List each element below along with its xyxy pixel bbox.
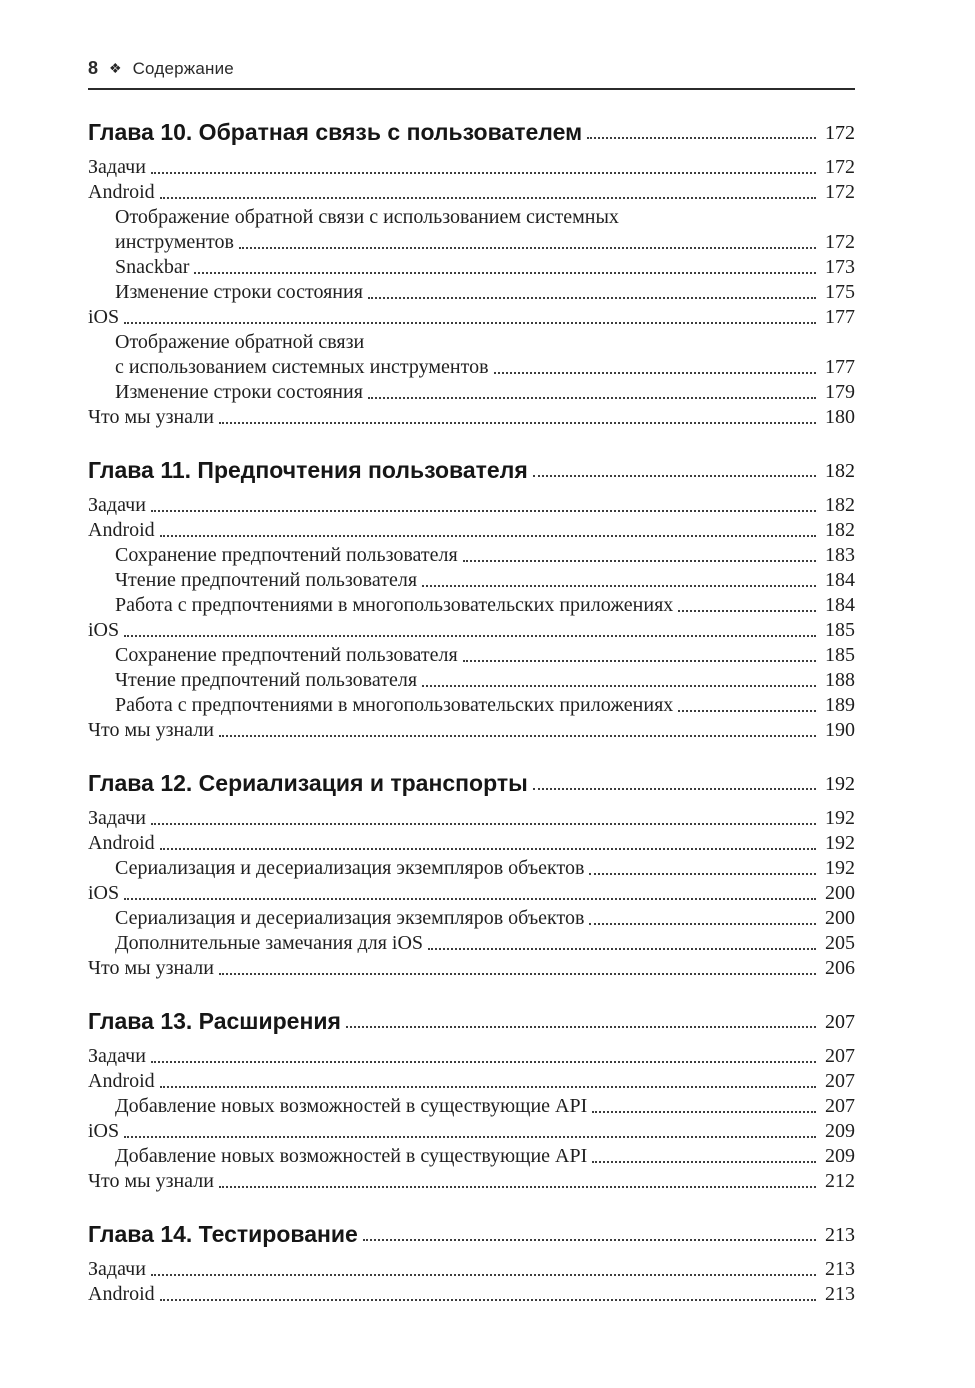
toc-entry-line xyxy=(88,1069,855,1094)
header-title: Содержание xyxy=(132,59,234,78)
toc-entry-line xyxy=(88,380,855,405)
entry-label: Задачи xyxy=(88,807,146,829)
dot-leader xyxy=(151,510,816,512)
entry-label: iOS xyxy=(88,306,120,328)
page-ref: 192 xyxy=(825,857,855,879)
entry-label: Чтение предпочтений пользователя xyxy=(115,669,418,691)
chapter-heading xyxy=(88,1219,855,1249)
page-ref: 209 xyxy=(825,1120,855,1142)
page-ref: 185 xyxy=(825,644,855,666)
dot-leader xyxy=(533,475,816,477)
entry-label: Что мы узнали xyxy=(88,406,214,428)
dot-leader xyxy=(422,685,816,687)
entry-label: Работа с предпочтениями в многопользовательских приложениях xyxy=(115,594,674,616)
chapter-block xyxy=(88,768,855,981)
page-ref: 192 xyxy=(825,807,855,829)
chapter-block xyxy=(88,455,855,743)
page-ref: 213 xyxy=(825,1258,855,1280)
dot-leader xyxy=(363,1239,816,1241)
toc-entry-line xyxy=(88,931,855,956)
page-ref: 185 xyxy=(825,619,855,641)
entry-label: Работа с предпочтениями в многопользовательских приложениях xyxy=(115,694,674,716)
page-ref: 206 xyxy=(825,957,855,979)
page-ref: 184 xyxy=(825,569,855,591)
page-ref: 173 xyxy=(825,256,855,278)
dot-leader xyxy=(592,1111,816,1113)
page-ref: 207 xyxy=(825,1095,855,1117)
page-number: 8 xyxy=(88,58,99,78)
dot-leader xyxy=(463,660,816,662)
chapter-title: Глава 13. Расширения xyxy=(88,1008,341,1034)
entry-label: Snackbar xyxy=(115,256,190,278)
page-header xyxy=(88,58,855,90)
dot-leader xyxy=(124,322,816,324)
page-ref: 182 xyxy=(825,494,855,516)
dot-leader xyxy=(494,372,816,374)
entry-label: Отображение обратной связи xyxy=(115,331,365,353)
entry-label: Android xyxy=(88,519,155,541)
page-ref: 207 xyxy=(825,1070,855,1092)
page-ref: 209 xyxy=(825,1145,855,1167)
chapter-heading xyxy=(88,1006,855,1036)
toc-entry-line xyxy=(88,230,855,255)
dot-leader xyxy=(422,585,816,587)
dot-leader xyxy=(219,422,816,424)
page-ref: 183 xyxy=(825,544,855,566)
page-ref: 179 xyxy=(825,381,855,403)
chapter-heading xyxy=(88,117,855,147)
dot-leader xyxy=(160,197,816,199)
toc-entry-line xyxy=(88,1257,855,1282)
entry-label: Добавление новых возможностей в существующие API xyxy=(115,1145,588,1167)
dot-leader xyxy=(151,1061,816,1063)
page-ref: 200 xyxy=(825,882,855,904)
chapter-page-ref: 172 xyxy=(825,122,855,144)
toc-entry-line xyxy=(88,543,855,568)
toc-entry-line xyxy=(88,956,855,981)
toc-entry-line xyxy=(88,1282,855,1307)
entry-label: Изменение строки состояния xyxy=(115,281,363,303)
entry-label: Изменение строки состояния xyxy=(115,381,363,403)
toc-entry-line xyxy=(88,180,855,205)
page-ref: 205 xyxy=(825,932,855,954)
page-ref: 188 xyxy=(825,669,855,691)
toc-entry-line xyxy=(88,1044,855,1069)
page-ref: 212 xyxy=(825,1170,855,1192)
entry-label: Android xyxy=(88,832,155,854)
page-ref: 190 xyxy=(825,719,855,741)
entry-label: Задачи xyxy=(88,1045,146,1067)
toc-entry-line xyxy=(88,881,855,906)
page-ref: 184 xyxy=(825,594,855,616)
chapter-page-ref: 192 xyxy=(825,773,855,795)
entry-label: iOS xyxy=(88,882,120,904)
entry-label: Сериализация и десериализация экземпляров объектов xyxy=(115,907,585,929)
dot-leader xyxy=(124,635,816,637)
toc-entry-line xyxy=(88,1119,855,1144)
entry-label: Задачи xyxy=(88,494,146,516)
dot-leader xyxy=(678,610,816,612)
toc-entry-line xyxy=(88,155,855,180)
page-ref: 182 xyxy=(825,519,855,541)
dot-leader xyxy=(219,1186,816,1188)
toc-entry-line xyxy=(88,1169,855,1194)
chapter-page-ref: 213 xyxy=(825,1224,855,1246)
toc-entry-line xyxy=(88,643,855,668)
dot-leader xyxy=(151,172,816,174)
entry-label: инструментов xyxy=(115,231,234,253)
chapter-block xyxy=(88,1006,855,1194)
toc-entry-line xyxy=(88,330,855,355)
dot-leader xyxy=(346,1026,816,1028)
page-ref: 175 xyxy=(825,281,855,303)
dot-leader xyxy=(194,272,816,274)
toc-entry-line xyxy=(88,1094,855,1119)
toc-entry-line xyxy=(88,806,855,831)
toc-entry-line xyxy=(88,405,855,430)
page-ref: 177 xyxy=(825,356,855,378)
toc-entry-line xyxy=(88,693,855,718)
toc-entry-line xyxy=(88,1144,855,1169)
entry-label: iOS xyxy=(88,619,120,641)
chapter-block xyxy=(88,117,855,430)
chapter-page-ref: 182 xyxy=(825,460,855,482)
entry-label: Чтение предпочтений пользователя xyxy=(115,569,418,591)
toc-entry-line xyxy=(88,831,855,856)
toc-entry-line xyxy=(88,255,855,280)
dot-leader xyxy=(368,297,816,299)
dot-leader xyxy=(219,973,816,975)
dot-leader xyxy=(428,948,816,950)
entry-label: Задачи xyxy=(88,1258,146,1280)
chapter-block xyxy=(88,1219,855,1307)
toc-entry-line xyxy=(88,280,855,305)
entry-label: iOS xyxy=(88,1120,120,1142)
dot-leader xyxy=(160,1299,816,1301)
dot-leader xyxy=(239,247,816,249)
page-ref: 213 xyxy=(825,1283,855,1305)
dot-leader xyxy=(589,923,816,925)
toc-entry-line xyxy=(88,718,855,743)
entry-label: Задачи xyxy=(88,156,146,178)
dot-leader xyxy=(151,1274,816,1276)
dot-leader xyxy=(533,788,816,790)
entry-label: Отображение обратной связи с использованием системных xyxy=(115,206,619,228)
diamond-ornament-icon: ❖ xyxy=(109,60,122,76)
entry-label: Что мы узнали xyxy=(88,1170,214,1192)
chapter-title: Глава 12. Сериализация и транспорты xyxy=(88,770,528,796)
dot-leader xyxy=(368,397,816,399)
page-ref: 189 xyxy=(825,694,855,716)
toc-entry-line xyxy=(88,593,855,618)
dot-leader xyxy=(589,873,816,875)
dot-leader xyxy=(151,823,816,825)
dot-leader xyxy=(678,710,816,712)
dot-leader xyxy=(124,1136,816,1138)
page-ref: 172 xyxy=(825,156,855,178)
dot-leader xyxy=(592,1161,816,1163)
entry-label: Что мы узнали xyxy=(88,957,214,979)
chapter-title: Глава 10. Обратная связь с пользователем xyxy=(88,119,583,145)
toc-entry-line xyxy=(88,856,855,881)
page-ref: 200 xyxy=(825,907,855,929)
page-ref: 180 xyxy=(825,406,855,428)
entry-label: Android xyxy=(88,1283,155,1305)
dot-leader xyxy=(124,898,816,900)
toc-entry-line xyxy=(88,205,855,230)
entry-label: Дополнительные замечания для iOS xyxy=(115,932,424,954)
chapter-heading xyxy=(88,455,855,485)
entry-label: Сохранение предпочтений пользователя xyxy=(115,544,458,566)
dot-leader xyxy=(587,137,816,139)
chapter-heading xyxy=(88,768,855,798)
page-ref: 172 xyxy=(825,231,855,253)
page-ref: 172 xyxy=(825,181,855,203)
entry-label: Android xyxy=(88,181,155,203)
entry-label: Android xyxy=(88,1070,155,1092)
toc-entry-line xyxy=(88,618,855,643)
chapter-title: Глава 14. Тестирование xyxy=(88,1221,358,1247)
toc-entry-line xyxy=(88,906,855,931)
entry-label: Что мы узнали xyxy=(88,719,214,741)
chapter-page-ref: 207 xyxy=(825,1011,855,1033)
entry-label: с использованием системных инструментов xyxy=(115,356,489,378)
toc-entry-line xyxy=(88,518,855,543)
chapter-title: Глава 11. Предпочтения пользователя xyxy=(88,457,528,483)
toc-entry-line xyxy=(88,493,855,518)
toc xyxy=(88,117,855,1307)
dot-leader xyxy=(160,535,816,537)
page-ref: 207 xyxy=(825,1045,855,1067)
toc-entry-line xyxy=(88,668,855,693)
toc-entry-line xyxy=(88,305,855,330)
page-ref: 192 xyxy=(825,832,855,854)
entry-label: Сохранение предпочтений пользователя xyxy=(115,644,458,666)
entry-label: Добавление новых возможностей в существующие API xyxy=(115,1095,588,1117)
page-ref: 177 xyxy=(825,306,855,328)
dot-leader xyxy=(160,1086,816,1088)
dot-leader xyxy=(160,848,816,850)
toc-entry-line xyxy=(88,568,855,593)
dot-leader xyxy=(219,735,816,737)
entry-label: Сериализация и десериализация экземпляров объектов xyxy=(115,857,585,879)
toc-entry-line xyxy=(88,355,855,380)
dot-leader xyxy=(463,560,816,562)
